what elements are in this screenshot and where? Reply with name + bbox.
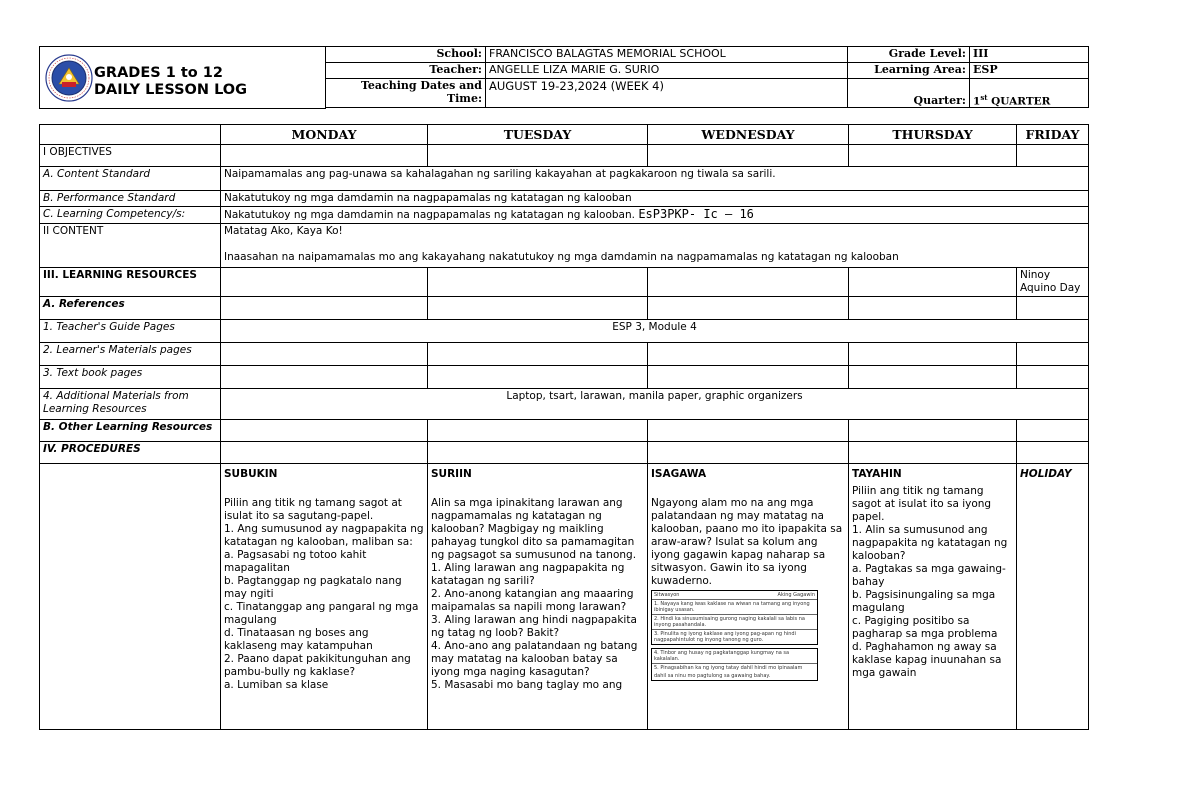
textbook-row (40, 366, 1089, 389)
performance-standard-label: B. Performance Standard (40, 191, 221, 207)
grade-level-label: Grade Level: (848, 47, 970, 63)
other-resources-row (40, 420, 1089, 442)
quarter-ordinal: st (980, 92, 988, 102)
monday-line: a. Pagsasabi ng totoo kahit mapagalitan (224, 549, 367, 574)
teaching-dates-value: AUGUST 19-23,2024 (WEEK 4) (486, 79, 848, 108)
objectives-row (40, 145, 1089, 167)
monday-line: c. Tinatanggap ang pangaral ng mga magulang (224, 601, 419, 626)
teaching-dates-label: Teaching Dates and Time: (326, 79, 486, 108)
empty-cell (221, 297, 428, 320)
empty-cell (221, 366, 428, 389)
empty-cell (221, 268, 428, 297)
empty-cell (1017, 442, 1089, 464)
competency-value (221, 207, 1089, 224)
friday-procedure (1017, 464, 1089, 730)
tuesday-procedure (428, 464, 648, 730)
references-label: A. References (40, 297, 221, 320)
situation-table-image (651, 590, 818, 645)
days-header-row (40, 125, 1089, 145)
tuesday-line: 2. Ano-anong katangian ang maaaring maipamalas sa napili mong larawan? (431, 588, 634, 613)
monday-procedure-head: SUBUKIN (224, 468, 278, 480)
tuesday-line: Alin sa mga ipinakitang larawan ang nagpamamalas ng katatagan ng kalooban? Magbigay ng maikling pahayag tungkol dito sa pamamagitan ng pagsagot sa sumusunod na tanong. (431, 497, 637, 561)
situation-head-left: Sitwasyon (654, 592, 680, 598)
empty-cell (428, 297, 648, 320)
wednesday-line (651, 481, 845, 497)
competency-row (40, 207, 1089, 224)
competency-label: C. Learning Competency/s: (40, 207, 221, 224)
lesson-log-header (39, 46, 1088, 109)
quarter-number: 1 (973, 95, 981, 107)
empty-cell (648, 297, 849, 320)
empty-cell (1017, 366, 1089, 389)
empty-cell (221, 420, 428, 442)
situation-head-right: Aking Gagawin (777, 592, 815, 598)
school-value: FRANCISCO BALAGTAS MEMORIAL SCHOOL (486, 47, 848, 63)
day-tuesday: TUESDAY (428, 125, 648, 145)
empty-cell (221, 145, 428, 167)
empty-cell (849, 420, 1017, 442)
content-line1: Matatag Ako, Kaya Ko! (224, 225, 343, 237)
tuesday-line: 3. Aling larawan ang hindi nagpapakita ng tatag ng loob? Bakit? (431, 614, 637, 639)
content-standard-label: A. Content Standard (40, 167, 221, 191)
deped-seal-icon (45, 54, 93, 102)
resources-label: III. LEARNING RESOURCES (40, 268, 221, 297)
header-info-table (325, 46, 1089, 108)
lesson-log-table (39, 124, 1089, 730)
day-friday: FRIDAY (1017, 125, 1089, 145)
situation-table-image-2 (651, 648, 818, 681)
empty-cell (648, 442, 849, 464)
empty-cell (849, 145, 1017, 167)
monday-line: b. Pagtanggap ng pagkatalo nang may ngiti (224, 575, 402, 600)
wednesday-line: Ngayong alam mo na ang mga palatandaan ng may matatag na kalooban, paano mo ito ipapakita sa araw-araw? Isulat sa kolum ang iyong gagawin kapag naharap sa sitwasyon. Gawin ito sa iyong kuwaderno. (651, 497, 843, 587)
empty-cell (648, 343, 849, 366)
empty-cell (849, 366, 1017, 389)
tuesday-line: 4. Ano-ano ang palatandaan ng batang may matatag na kalooban batay sa iyong mga naging kasagutan? (431, 640, 638, 678)
monday-line: d. Tinataasan ng boses ang kaklaseng may katampuhan (224, 627, 373, 652)
log-title (94, 65, 247, 99)
monday-line: a. Lumiban sa klase (224, 679, 329, 691)
additional-materials-row (40, 389, 1089, 420)
procedures-label: IV. PROCEDURES (40, 442, 221, 464)
day-wednesday: WEDNESDAY (648, 125, 849, 145)
thursday-line: 1. Alin sa sumusunod ang nagpapakita ng katatagan ng kalooban? (852, 524, 1008, 562)
empty-cell (648, 268, 849, 297)
monday-line: 1. Ang sumusunod ay nagpapakita ng katatagan ng kalooban, maliban sa: (224, 523, 424, 548)
thursday-line: b. Pagsisinungaling sa mga magulang (852, 589, 996, 614)
empty-cell (1017, 297, 1089, 320)
resources-row (40, 268, 1089, 297)
empty-cell (428, 420, 648, 442)
empty-cell (428, 366, 648, 389)
competency-code: EsP3PKP- Ic – 16 (638, 207, 754, 221)
empty-cell (428, 268, 648, 297)
empty-cell (648, 420, 849, 442)
day-monday: MONDAY (221, 125, 428, 145)
situation-row: 3. Pinulita ng iyong kaklase ang iyong pag-apan ng hindi nagpapahintulot ng inyong tanong ng guro. (654, 631, 796, 643)
empty-cell (40, 464, 221, 730)
wednesday-procedure (648, 464, 849, 730)
log-title-line2: DAILY LESSON LOG (94, 82, 248, 98)
other-resources-label: B. Other Learning Resources (40, 420, 221, 442)
empty-cell (221, 442, 428, 464)
quarter-label: Quarter: (848, 79, 970, 108)
procedures-content-row (40, 464, 1089, 730)
empty-cell (1017, 343, 1089, 366)
tuesday-line: 1. Aling larawan ang nagpapakita ng katatagan ng sarili? (431, 562, 625, 587)
thursday-line: d. Paghahamon ng away sa kaklase kapag inuunahan sa mga gawain (852, 641, 1002, 679)
monday-line: 2. Paano dapat pakikitunguhan ang pambu-bully ng kaklase? (224, 653, 411, 678)
empty-cell (648, 366, 849, 389)
quarter-value (970, 79, 1089, 108)
tuesday-procedure-head: SURIIN (431, 468, 472, 480)
header-title-box (39, 46, 326, 109)
performance-standard-value: Nakatutukoy ng mga damdamin na nagpapamalas ng katatagan ng kalooban (221, 191, 1089, 207)
thursday-procedure (849, 464, 1017, 730)
additional-materials-value: Laptop, tsart, larawan, manila paper, graphic organizers (221, 389, 1089, 420)
log-title-line1: GRADES 1 to 12 (94, 65, 223, 81)
content-line2: Inaasahan na naipamamalas mo ang kakayahang nakatutukoy ng mga damdamin na nagpamamalas ng katatagan ng kalooban (224, 251, 899, 263)
situation-row: 2. Hindi ka sinusumisaing gurong naging kakalali sa labis na inyong pasahandala. (652, 615, 817, 630)
content-value (221, 224, 1089, 268)
thursday-line: Piliin ang titik ng tamang sagot at isulat ito sa iyong papel. (852, 485, 992, 523)
empty-cell (428, 145, 648, 167)
teacher-value: ANGELLE LIZA MARIE G. SURIO (486, 63, 848, 79)
textbook-label: 3. Text book pages (40, 366, 221, 389)
learners-materials-row (40, 343, 1089, 366)
thursday-line: a. Pagtakas sa mga gawaing-bahay (852, 563, 1006, 588)
empty-cell (428, 343, 648, 366)
empty-cell (849, 442, 1017, 464)
objectives-label: I OBJECTIVES (40, 145, 221, 167)
situation-table-head (652, 591, 817, 600)
friday-note: Ninoy Aquino Day (1017, 268, 1089, 297)
performance-standard-row (40, 191, 1089, 207)
content-label: II CONTENT (40, 224, 221, 268)
empty-cell (849, 297, 1017, 320)
procedures-row (40, 442, 1089, 464)
empty-cell (1017, 420, 1089, 442)
content-standard-value: Naipamamalas ang pag-unawa sa kahalagahan ng sariling kakayahan at pagkakaroon ng tiwala sa sarili. (221, 167, 1089, 191)
empty-cell (1017, 145, 1089, 167)
tuesday-line: 5. Masasabi mo bang taglay mo ang (431, 679, 623, 691)
situation-row: 4. Tinbor ang husay ng pagkatanggap kungmay na sa kakalalan. (652, 649, 817, 664)
learning-area-label: Learning Area: (848, 63, 970, 79)
learning-area-value: ESP (970, 63, 1089, 79)
empty-cell (849, 343, 1017, 366)
empty-cell (849, 268, 1017, 297)
competency-text: Nakatutukoy ng mga damdamin na nagpapamalas ng katatagan ng kalooban. (224, 209, 635, 221)
situation-row: 5. Pinagsabihan ka ng iyong tatay dahil hindi mo ipinaalam (654, 665, 803, 671)
monday-line: Piliin ang titik ng tamang sagot at isulat ito sa sagutang-papel. (224, 497, 402, 522)
additional-materials-label: 4. Additional Materials from Learning Resources (40, 389, 221, 420)
empty-cell (648, 145, 849, 167)
teacher-label: Teacher: (326, 63, 486, 79)
situation-row: 1. Nayaya kang iwas kaklase na wiwan na tamang ang inyong ibinigay usasan. (652, 600, 817, 615)
references-row (40, 297, 1089, 320)
friday-holiday-label: HOLIDAY (1020, 468, 1072, 480)
teachers-guide-label: 1. Teacher's Guide Pages (40, 320, 221, 343)
quarter-text: QUARTER (987, 95, 1051, 107)
tuesday-line (431, 481, 644, 497)
wednesday-procedure-head: ISAGAWA (651, 468, 707, 480)
corner-cell (40, 125, 221, 145)
teachers-guide-value: ESP 3, Module 4 (221, 320, 1089, 343)
content-row (40, 224, 1089, 268)
day-thursday: THURSDAY (849, 125, 1017, 145)
empty-cell (221, 343, 428, 366)
monday-procedure (221, 464, 428, 730)
content-standard-row (40, 167, 1089, 191)
empty-cell (428, 442, 648, 464)
thursday-procedure-head: TAYAHIN (852, 468, 902, 480)
grade-level-value: III (970, 47, 1089, 63)
thursday-line: c. Pagiging positibo sa pagharap sa mga problema (852, 615, 998, 640)
school-label: School: (326, 47, 486, 63)
monday-line (224, 481, 424, 497)
teachers-guide-row (40, 320, 1089, 343)
learners-materials-label: 2. Learner's Materials pages (40, 343, 221, 366)
situation-row: dahil sa ninu mo pagtulong sa gawaing bahay. (654, 673, 771, 679)
